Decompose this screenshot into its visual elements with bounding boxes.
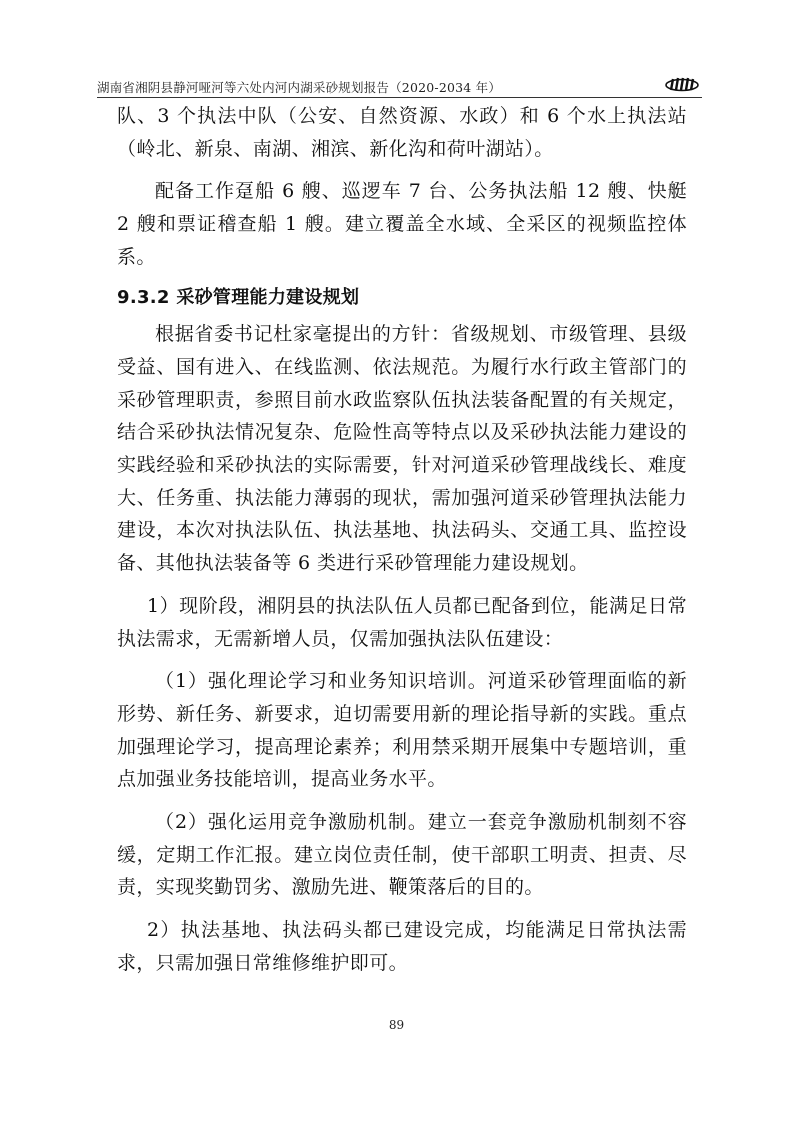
page-header: [97, 76, 702, 98]
company-logo-icon: [664, 76, 700, 92]
paragraph-item-1: 1）现阶段，湘阴县的执法队伍人员都已配备到位，能满足日常执法需求，无需新增人员，仅需加强执法队伍建设：: [117, 594, 687, 650]
header-title: 湖南省湘阴县静河哑河等六处内河内湖采砂规划报告（2020-2034 年）: [97, 80, 502, 95]
paragraph-subitem-2: （2）强化运用竞争激励机制。建立一套竞争激励机制刻不容缓，定期工作汇报。建立岗位责任制，使干部职工明责、担责、尽责，实现奖勤罚劣、激励先进、鞭策落后的目的。: [117, 811, 687, 899]
paragraph-subitem-1: （1）强化理论学习和业务知识培训。河道采砂管理面临的新形势、新任务、新要求，迫切需要用新的理论指导新的实践。重点加强理论学习，提高理论素养；利用禁采期开展集中专题培训，重点加强业务技能培训，提高业务水平。: [117, 670, 687, 791]
section-heading: 9.3.2 采砂管理能力建设规划: [117, 286, 360, 308]
paragraph-continued: 队、3 个执法中队（公安、自然资源、水政）和 6 个水上执法站（岭北、新泉、南湖、湘滨、新化沟和荷叶湖站）。: [117, 105, 687, 160]
header-divider: [97, 97, 702, 98]
paragraph-item-2: 2）执法基地、执法码头都已建设完成，均能满足日常执法需求，只需加强日常维修维护即可。: [117, 919, 687, 974]
paragraph-equipment: 配备工作趸船 6 艘、巡逻车 7 台、公务执法船 12 艘、快艇 2 艘和票证稽查船 1 艘。建立覆盖全水域、全采区的视频监控体系。: [117, 180, 687, 268]
document-body: [117, 100, 687, 980]
paragraph-policy: 根据省委书记杜家毫提出的方针：省级规划、市级管理、县级受益、国有进入、在线监测、依法规范。为履行水行政主管部门的采砂管理职责，参照目前水政监察队伍执法装备配置的有关规定，结合采砂执法情况复杂、危险性高等特点以及采砂执法能力建设的实践经验和采砂执法的实际需要，针对河道采砂管理战线长、难度大、任务重、执法能力薄弱的现状，需加强河道采砂管理执法能力建设，本次对执法队伍、执法基地、执法码头、交通工具、监控设备、其他执法装备等 6 类进行采砂管理能力建设规划。: [117, 323, 687, 575]
page-number: 89: [388, 1018, 405, 1032]
